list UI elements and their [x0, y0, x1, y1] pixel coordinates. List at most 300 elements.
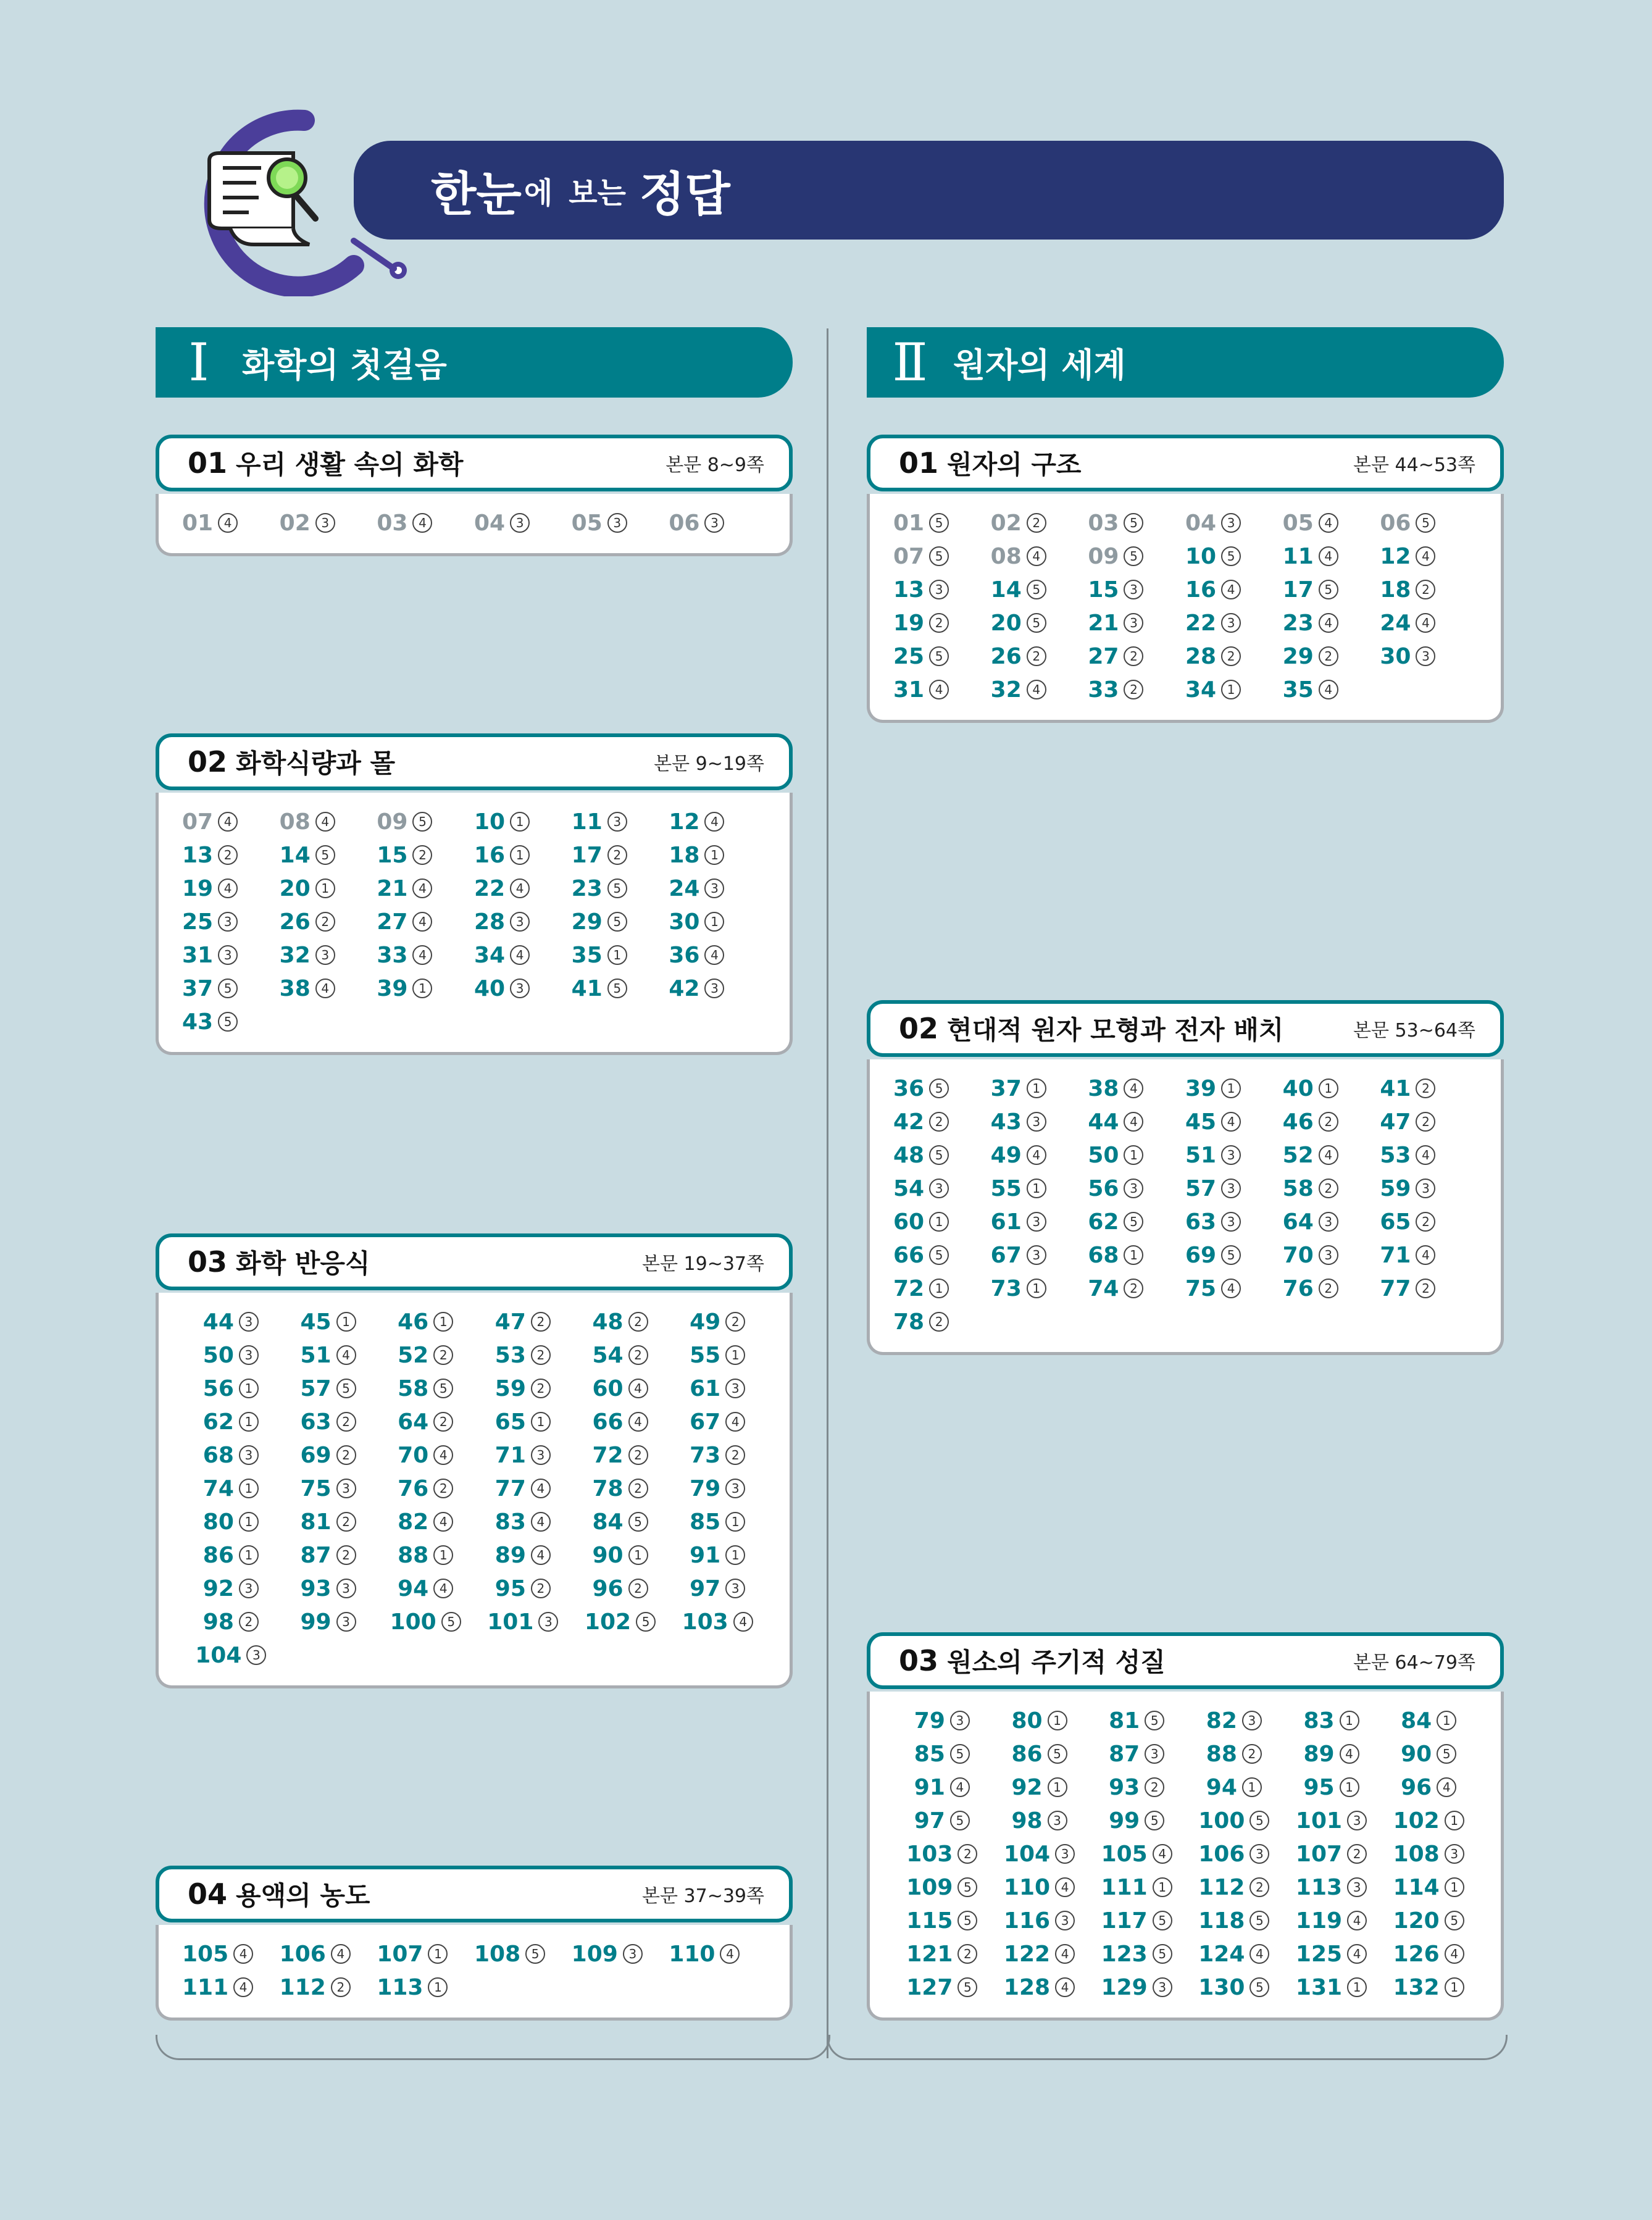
answer-item: [991, 540, 1088, 573]
answer-choice: 4: [1027, 546, 1046, 566]
section-header: [156, 1233, 793, 1290]
question-number: 54: [893, 1175, 925, 1201]
question-number: 94: [398, 1575, 429, 1601]
answer-item: [991, 1172, 1088, 1205]
section-page-range: 본문 37~39쪽: [642, 1885, 764, 1907]
answer-choice: 1: [1048, 1711, 1067, 1730]
answer-choice: 4: [433, 1512, 453, 1532]
question-number: 12: [1380, 543, 1411, 569]
question-number: 37: [990, 1075, 1022, 1101]
answer-item: [280, 1372, 377, 1405]
answer-choice: 2: [628, 1445, 648, 1465]
answer-item: [280, 1338, 377, 1372]
question-number: 25: [182, 909, 214, 935]
question-number: 23: [571, 875, 603, 901]
section-page-range: 본문 53~64쪽: [1353, 1020, 1475, 1041]
answer-item: [1185, 1937, 1283, 1971]
question-number: 58: [1282, 1175, 1314, 1201]
answer-item: [280, 938, 377, 972]
answer-item: [1185, 1072, 1283, 1105]
answer-choice: 4: [1055, 1977, 1075, 1997]
answer-choice: 5: [218, 1012, 238, 1032]
answer-choice: 5: [1249, 1911, 1269, 1930]
answer-choice: 4: [1416, 613, 1435, 633]
answer-choice: 5: [1048, 1744, 1067, 1764]
answer-choice: 3: [623, 1944, 643, 1964]
answer-item: [1185, 1105, 1283, 1138]
answer-item: [182, 872, 280, 905]
answer-item: [572, 1538, 669, 1572]
title-part2: 에: [524, 175, 553, 211]
answer-item: [1185, 1771, 1283, 1804]
answer-choice: 3: [1048, 1811, 1067, 1830]
answer-item: [280, 1405, 377, 1438]
answer-item: [377, 1438, 474, 1472]
answer-grid: [156, 793, 793, 1055]
answer-choice: 4: [531, 1545, 551, 1565]
answer-choice: 4: [510, 878, 530, 898]
question-number: 33: [1088, 677, 1119, 703]
answer-item: [572, 838, 669, 872]
answer-choice: 2: [1416, 1112, 1435, 1132]
answer-choice: 1: [704, 845, 724, 865]
answer-choice: 1: [239, 1412, 259, 1432]
answer-choice: 2: [1145, 1777, 1164, 1797]
answer-item: [1380, 1238, 1477, 1272]
section-formula-mass-mole: [156, 733, 793, 1055]
question-number: 63: [300, 1409, 332, 1435]
answer-choice: 2: [628, 1579, 648, 1598]
answer-choice: 2: [315, 912, 335, 932]
question-number: 88: [398, 1542, 429, 1568]
question-number: 13: [182, 842, 214, 868]
answer-choice: 2: [433, 1479, 453, 1498]
answer-choice: 3: [929, 580, 949, 599]
answer-choice: 1: [1445, 1877, 1464, 1897]
question-number: 42: [669, 975, 700, 1001]
section-header: [867, 1632, 1504, 1689]
answer-choice: 3: [704, 878, 724, 898]
answer-item: [1088, 1771, 1185, 1804]
answer-item: [1185, 1804, 1283, 1837]
section-number: 01: [188, 446, 228, 480]
question-number: 73: [990, 1275, 1022, 1301]
answer-choice: 3: [218, 945, 238, 965]
answer-choice: 4: [1221, 580, 1241, 599]
question-number: 19: [893, 610, 925, 636]
answer-choice: 3: [1124, 580, 1143, 599]
question-number: 95: [494, 1575, 526, 1601]
answer-choice: 4: [1347, 1944, 1367, 1964]
answer-item: [280, 1605, 377, 1638]
answer-choice: 4: [1347, 1911, 1367, 1930]
question-number: 14: [279, 842, 311, 868]
bottom-border-right: [827, 2035, 1508, 2060]
question-number: 93: [1109, 1774, 1140, 1800]
question-number: 67: [690, 1409, 721, 1435]
answer-choice: 5: [1145, 1711, 1164, 1730]
answer-item: [572, 872, 669, 905]
chapter-name: 화학의 첫걸음: [242, 345, 447, 385]
question-number: 30: [669, 909, 700, 935]
answer-item: [572, 1372, 669, 1405]
answer-choice: 3: [510, 979, 530, 998]
answer-item: [893, 573, 991, 606]
answer-item: [1380, 1172, 1477, 1205]
answer-choice: 5: [929, 1145, 949, 1165]
answer-item: [1088, 1205, 1185, 1238]
answer-choice: 3: [239, 1579, 259, 1598]
question-number: 46: [1282, 1109, 1314, 1135]
answer-item: [1283, 1837, 1380, 1871]
answer-item: [1283, 1072, 1380, 1105]
answer-choice: 1: [336, 1312, 356, 1332]
answer-choice: 3: [531, 1445, 551, 1465]
question-number: 122: [1003, 1941, 1051, 1967]
question-number: 06: [1380, 510, 1411, 536]
answer-choice: 3: [218, 912, 238, 932]
answer-choice: 2: [336, 1412, 356, 1432]
answer-item: [669, 1937, 766, 1971]
section-number: 02: [188, 745, 228, 778]
answer-choice: 1: [1340, 1777, 1359, 1797]
answer-item: [1283, 1771, 1380, 1804]
answer-choice: 4: [1319, 513, 1338, 533]
answer-choice: 4: [433, 1579, 453, 1598]
answer-item: [991, 640, 1088, 673]
answer-choice: 1: [1221, 1079, 1241, 1098]
question-number: 72: [592, 1442, 624, 1468]
answer-item: [377, 1505, 474, 1538]
question-number: 88: [1206, 1741, 1237, 1767]
answer-item: [991, 606, 1088, 640]
question-number: 08: [990, 543, 1022, 569]
answer-item: [669, 1505, 766, 1538]
chapter-header-2: [867, 327, 1504, 398]
answer-item: [182, 1305, 280, 1338]
answer-item: [1380, 1804, 1477, 1837]
question-number: 68: [1088, 1242, 1119, 1268]
answer-choice: 2: [1347, 1844, 1367, 1864]
question-number: 113: [1295, 1874, 1343, 1900]
answer-item: [1380, 606, 1477, 640]
answer-choice: 1: [428, 1944, 448, 1964]
answer-choice: 4: [1319, 680, 1338, 699]
answer-item: [669, 1405, 766, 1438]
answer-choice: 1: [1242, 1777, 1262, 1797]
answer-item: [893, 1072, 991, 1105]
question-number: 78: [592, 1475, 624, 1501]
answer-choice: 3: [607, 513, 627, 533]
answer-item: [377, 905, 474, 938]
answer-choice: 5: [412, 812, 432, 832]
question-number: 61: [990, 1209, 1022, 1235]
section-page-range: 본문 19~37쪽: [642, 1253, 764, 1275]
question-number: 22: [1185, 610, 1217, 636]
answer-choice: 5: [929, 1079, 949, 1098]
answer-choice: 4: [331, 1944, 351, 1964]
answer-item: [1185, 1272, 1283, 1305]
answer-item: [182, 1372, 280, 1405]
answer-item: [893, 673, 991, 706]
answer-item: [182, 1638, 280, 1672]
answer-choice: 4: [1416, 1245, 1435, 1265]
question-number: 93: [300, 1575, 332, 1601]
answer-choice: 2: [1319, 1112, 1338, 1132]
answer-choice: 5: [336, 1379, 356, 1398]
answer-choice: 5: [1124, 1212, 1143, 1232]
question-number: 76: [1282, 1275, 1314, 1301]
section-number: 04: [188, 1877, 228, 1911]
answer-item: [572, 1472, 669, 1505]
answer-choice: 2: [1416, 1279, 1435, 1298]
answer-choice: 1: [704, 912, 724, 932]
answer-choice: 3: [1249, 1844, 1269, 1864]
question-number: 57: [1185, 1175, 1217, 1201]
question-number: 16: [1185, 577, 1217, 603]
answer-item: [280, 872, 377, 905]
section-page-range: 본문 44~53쪽: [1353, 454, 1475, 476]
answer-item: [572, 1505, 669, 1538]
answer-choice: 4: [1124, 1112, 1143, 1132]
question-number: 04: [474, 510, 506, 536]
answer-item: [474, 905, 572, 938]
question-number: 66: [592, 1409, 624, 1435]
answer-item: [1283, 1105, 1380, 1138]
question-number: 70: [1282, 1242, 1314, 1268]
answer-choice: 2: [725, 1445, 745, 1465]
answer-choice: 3: [1145, 1744, 1164, 1764]
answer-choice: 2: [1242, 1744, 1262, 1764]
answer-item: [991, 673, 1088, 706]
answer-choice: 4: [929, 680, 949, 699]
chapter-name: 원자의 세계: [953, 345, 1126, 385]
answer-choice: 2: [1319, 646, 1338, 666]
question-number: 129: [1101, 1974, 1148, 2000]
question-number: 55: [690, 1342, 721, 1368]
question-number: 130: [1198, 1974, 1245, 2000]
answer-item: [1283, 1904, 1380, 1937]
section-periodic-properties: [867, 1632, 1504, 2021]
question-number: 15: [377, 842, 408, 868]
question-number: 103: [682, 1609, 728, 1635]
answer-item: [893, 1172, 991, 1205]
answer-choice: 3: [510, 912, 530, 932]
answer-item: [893, 1205, 991, 1238]
answer-item: [1380, 540, 1477, 573]
answer-item: [1088, 1837, 1185, 1871]
answer-item: [572, 1405, 669, 1438]
question-number: 60: [592, 1375, 624, 1401]
answer-item: [280, 1572, 377, 1605]
answer-item: [1088, 1272, 1185, 1305]
question-number: 17: [1282, 577, 1314, 603]
answer-choice: 4: [1319, 1145, 1338, 1165]
question-number: 87: [300, 1542, 332, 1568]
question-number: 39: [1185, 1075, 1217, 1101]
answer-item: [1185, 1172, 1283, 1205]
answer-item: [991, 1272, 1088, 1305]
question-number: 34: [474, 942, 506, 968]
answer-choice: 5: [1124, 546, 1143, 566]
question-number: 89: [1303, 1741, 1335, 1767]
question-number: 07: [893, 543, 925, 569]
question-number: 97: [914, 1808, 945, 1834]
answer-item: [182, 1538, 280, 1572]
section-number: 03: [899, 1644, 939, 1677]
question-number: 21: [1088, 610, 1119, 636]
answer-choice: 5: [607, 878, 627, 898]
question-number: 40: [1282, 1075, 1314, 1101]
question-number: 01: [182, 510, 214, 536]
answer-item: [669, 1438, 766, 1472]
question-number: 98: [202, 1609, 234, 1635]
question-number: 74: [202, 1475, 234, 1501]
answer-item: [669, 1305, 766, 1338]
question-number: 87: [1109, 1741, 1140, 1767]
answer-choice: 3: [607, 812, 627, 832]
answer-item: [1088, 1871, 1185, 1904]
question-number: 77: [1380, 1275, 1411, 1301]
answer-choice: 5: [950, 1744, 970, 1764]
question-number: 60: [893, 1209, 925, 1235]
answer-item: [377, 1305, 474, 1338]
answer-item: [280, 1971, 377, 2004]
answer-choice: 3: [1153, 1977, 1172, 1997]
answer-item: [669, 1338, 766, 1372]
answer-choice: 4: [628, 1379, 648, 1398]
question-number: 31: [182, 942, 214, 968]
question-number: 63: [1185, 1209, 1217, 1235]
question-number: 111: [182, 1974, 229, 2000]
question-number: 51: [1185, 1142, 1217, 1168]
answer-item: [377, 1405, 474, 1438]
answer-item: [377, 1338, 474, 1372]
answer-choice: 5: [1319, 580, 1338, 599]
answer-choice: 3: [239, 1312, 259, 1332]
answer-choice: 2: [531, 1379, 551, 1398]
question-number: 28: [474, 909, 506, 935]
section-header: [867, 1000, 1504, 1057]
question-number: 02: [279, 510, 311, 536]
answer-item: [572, 1605, 669, 1638]
answer-item: [1380, 1704, 1477, 1737]
answer-choice: 4: [1124, 1079, 1143, 1098]
question-number: 117: [1101, 1908, 1148, 1934]
answer-item: [474, 838, 572, 872]
answer-choice: 5: [929, 646, 949, 666]
answer-item: [1088, 1105, 1185, 1138]
answer-choice: 4: [218, 513, 238, 533]
answer-choice: 1: [1347, 1977, 1367, 1997]
question-number: 106: [1198, 1841, 1245, 1867]
answer-choice: 3: [1055, 1844, 1075, 1864]
question-number: 67: [990, 1242, 1022, 1268]
answer-choice: 5: [315, 845, 335, 865]
answer-choice: 3: [1027, 1112, 1046, 1132]
answer-item: [1380, 1837, 1477, 1871]
answer-choice: 1: [725, 1345, 745, 1365]
question-number: 45: [1185, 1109, 1217, 1135]
answer-choice: 1: [725, 1512, 745, 1532]
answer-item: [182, 1505, 280, 1538]
answer-item: [991, 1904, 1088, 1937]
question-number: 01: [893, 510, 925, 536]
answer-item: [1380, 1272, 1477, 1305]
question-number: 107: [1295, 1841, 1343, 1867]
answer-choice: 5: [1027, 580, 1046, 599]
answer-choice: 2: [628, 1479, 648, 1498]
answer-item: [572, 1937, 669, 1971]
answer-choice: 4: [1437, 1777, 1456, 1797]
section-page-range: 본문 9~19쪽: [654, 753, 764, 775]
question-number: 26: [990, 643, 1022, 669]
answer-item: [280, 506, 377, 540]
answer-choice: 2: [336, 1512, 356, 1532]
answer-item: [1283, 1971, 1380, 2004]
answer-choice: 2: [1124, 680, 1143, 699]
answer-choice: 4: [1221, 1112, 1241, 1132]
question-number: 71: [494, 1442, 526, 1468]
answer-choice: 5: [950, 1811, 970, 1830]
section-header: [156, 1866, 793, 1922]
answer-choice: 1: [1319, 1079, 1338, 1098]
answer-choice: 2: [1124, 1279, 1143, 1298]
answer-item: [474, 1572, 572, 1605]
question-number: 104: [195, 1642, 242, 1668]
answer-item: [474, 938, 572, 972]
answer-choice: 2: [725, 1312, 745, 1332]
question-number: 59: [494, 1375, 526, 1401]
answer-item: [474, 1405, 572, 1438]
question-number: 09: [1088, 543, 1119, 569]
answer-choice: 1: [1124, 1145, 1143, 1165]
question-number: 50: [202, 1342, 234, 1368]
answer-choice: 5: [1153, 1911, 1172, 1930]
answer-choice: 1: [239, 1379, 259, 1398]
question-number: 51: [300, 1342, 332, 1368]
answer-choice: 1: [1153, 1877, 1172, 1897]
answer-choice: 3: [704, 513, 724, 533]
answer-item: [1088, 1172, 1185, 1205]
question-number: 65: [1380, 1209, 1411, 1235]
answer-item: [669, 1605, 766, 1638]
answer-item: [1088, 1937, 1185, 1971]
answer-choice: 4: [950, 1777, 970, 1797]
answer-choice: 3: [336, 1612, 356, 1632]
answer-choice: 3: [725, 1379, 745, 1398]
question-number: 24: [669, 875, 700, 901]
question-number: 41: [571, 975, 603, 1001]
answer-choice: 3: [1242, 1711, 1262, 1730]
answer-item: [474, 972, 572, 1005]
answer-item: [669, 1372, 766, 1405]
answer-choice: 5: [441, 1612, 461, 1632]
answer-choice: 5: [628, 1512, 648, 1532]
answer-item: [474, 1338, 572, 1372]
answer-item: [377, 1372, 474, 1405]
answer-choice: 2: [1416, 580, 1435, 599]
question-number: 110: [669, 1941, 715, 1967]
answer-item: [572, 1438, 669, 1472]
answer-item: [182, 1937, 280, 1971]
answer-item: [1185, 540, 1283, 573]
answer-choice: 1: [1048, 1777, 1067, 1797]
answer-choice: 4: [531, 1512, 551, 1532]
answer-item: [669, 1538, 766, 1572]
answer-choice: 2: [628, 1345, 648, 1365]
section-title: 원소의 주기적 성질: [947, 1647, 1166, 1677]
